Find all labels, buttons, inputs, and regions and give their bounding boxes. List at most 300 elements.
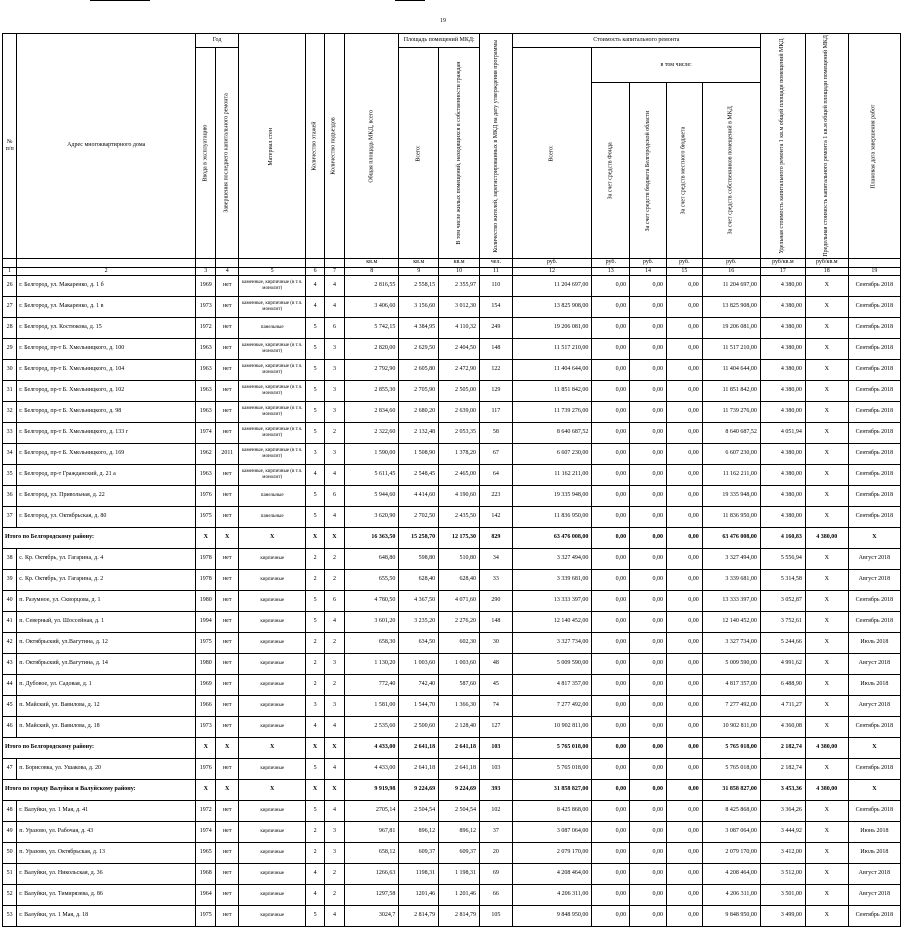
subtotal-cell: 0,00 <box>592 779 630 800</box>
table-cell: 3 752,61 <box>760 611 805 632</box>
table-cell: 3 499,00 <box>760 905 805 926</box>
table-row <box>3 716 901 737</box>
table-cell: 5 <box>306 590 324 611</box>
table-cell: 0,00 <box>592 338 630 359</box>
table-cell: 0,00 <box>666 548 702 569</box>
subtotal-row <box>3 737 901 758</box>
table-cell: нет <box>216 653 238 674</box>
address-cell: п. Северный, ул. Шоссейная, д. 1 <box>17 611 196 632</box>
table-cell: Сентябрь 2018 <box>848 275 900 296</box>
table-cell: 0,00 <box>666 380 702 401</box>
table-cell: X <box>805 548 848 569</box>
table-cell: 2 128,40 <box>439 716 480 737</box>
subtotal-cell: X <box>848 737 900 758</box>
table-row <box>3 296 901 317</box>
subtotal-cell: 0,00 <box>630 779 667 800</box>
table-cell: 1966 <box>196 695 216 716</box>
table-cell: 5 <box>306 359 324 380</box>
column-number: 2 <box>17 267 196 275</box>
table-cell: 896,12 <box>399 821 439 842</box>
row-number: 39 <box>3 569 17 590</box>
table-cell: 0,00 <box>666 674 702 695</box>
table-cell: 1 003,60 <box>439 653 480 674</box>
row-number: 37 <box>3 506 17 527</box>
table-cell: панельные <box>238 506 305 527</box>
table-row <box>3 800 901 821</box>
table-cell: 0,00 <box>666 611 702 632</box>
row-number: 36 <box>3 485 17 506</box>
subtotal-cell: 4 160,83 <box>760 527 805 548</box>
table-cell: 0,00 <box>592 317 630 338</box>
table-cell: каменные, кирпичные (в т.ч. монолит) <box>238 338 305 359</box>
table-cell: 4 711,27 <box>760 695 805 716</box>
table-cell: 2 814,79 <box>399 905 439 926</box>
table-cell: 0,00 <box>592 464 630 485</box>
table-cell: кирпичные <box>238 590 305 611</box>
table-cell: 3 <box>324 443 344 464</box>
table-cell: 6 <box>324 485 344 506</box>
table-cell: 4 <box>306 863 324 884</box>
table-cell: 1 003,60 <box>399 653 439 674</box>
column-number: 11 <box>480 267 513 275</box>
table-cell: X <box>805 380 848 401</box>
table-cell: 3 <box>324 359 344 380</box>
table-cell: 2 548,45 <box>399 464 439 485</box>
header-cost-total: Всего: <box>512 48 592 259</box>
table-cell: кирпичные <box>238 821 305 842</box>
table-cell: X <box>805 611 848 632</box>
table-row <box>3 422 901 443</box>
table-cell: 3 327 734,00 <box>702 632 760 653</box>
row-number: 49 <box>3 821 17 842</box>
table-cell: 4 380,00 <box>760 443 805 464</box>
table-cell: 66 <box>480 884 513 905</box>
table-cell: 129 <box>480 380 513 401</box>
table-cell: 0,00 <box>666 758 702 779</box>
table-cell: X <box>805 464 848 485</box>
table-cell: 0,00 <box>592 674 630 695</box>
header-residents: Количество жителей, зарегистрированных в МКД на дату утверждения программы <box>480 34 513 259</box>
table-cell: 0,00 <box>666 464 702 485</box>
table-cell: 11 851 842,00 <box>702 380 760 401</box>
table-cell: 0,00 <box>630 275 667 296</box>
table-cell: 5 <box>306 380 324 401</box>
header-unit-cost: Удельная стоимость капитального ремонта 1 кв.м общей площади помещений МКД <box>760 34 805 259</box>
table-cell: 3 <box>324 653 344 674</box>
table-cell: нет <box>216 905 238 926</box>
table-cell: 103 <box>480 758 513 779</box>
table-cell: 0,00 <box>592 548 630 569</box>
table-cell: X <box>805 821 848 842</box>
table-cell: 0,00 <box>630 317 667 338</box>
address-cell: г. Белгород, пр-т Б. Хмельницкого, д. 102 <box>17 380 196 401</box>
subtotal-cell: X <box>238 779 305 800</box>
table-cell: Сентябрь 2018 <box>848 422 900 443</box>
table-cell: X <box>805 359 848 380</box>
table-cell: 3 <box>324 842 344 863</box>
subtotal-cell: 393 <box>480 779 513 800</box>
table-cell: каменные, кирпичные (в т.ч. монолит) <box>238 296 305 317</box>
subtotal-cell: 829 <box>480 527 513 548</box>
table-cell: 1976 <box>196 485 216 506</box>
table-cell: нет <box>216 863 238 884</box>
address-cell: п. Уразово, ул. Рабочая, д. 43 <box>17 821 196 842</box>
table-cell: 290 <box>480 590 513 611</box>
table-cell: 0,00 <box>630 632 667 653</box>
table-cell: 11 404 644,00 <box>702 359 760 380</box>
table-row <box>3 842 901 863</box>
table-cell: 1978 <box>196 548 216 569</box>
table-cell: 1994 <box>196 611 216 632</box>
table-cell: 3 406,60 <box>345 296 399 317</box>
table-cell: 742,40 <box>399 674 439 695</box>
table-cell: 2 558,15 <box>399 275 439 296</box>
table-row <box>3 464 901 485</box>
table-cell: 5 <box>306 422 324 443</box>
table-cell: 4 <box>306 275 324 296</box>
table-cell: 5 765 018,00 <box>512 758 592 779</box>
table-cell: Август 2018 <box>848 653 900 674</box>
table-cell: 1198,31 <box>399 863 439 884</box>
subtotal-cell: 2 641,18 <box>439 737 480 758</box>
subtotal-cell: 103 <box>480 737 513 758</box>
table-cell: 2 <box>306 674 324 695</box>
table-cell: 0,00 <box>592 485 630 506</box>
table-cell: 0,00 <box>630 422 667 443</box>
table-cell: 655,50 <box>345 569 399 590</box>
table-cell: Август 2018 <box>848 569 900 590</box>
table-cell: X <box>805 653 848 674</box>
table-cell: 0,00 <box>666 401 702 422</box>
table-cell: 4 384,95 <box>399 317 439 338</box>
table-cell: 0,00 <box>592 506 630 527</box>
table-cell: 4 780,50 <box>345 590 399 611</box>
column-number: 16 <box>702 267 760 275</box>
address-cell: г. Белгород, ул. Макаренко, д. 1 б <box>17 275 196 296</box>
table-cell: X <box>805 800 848 821</box>
table-cell: 0,00 <box>666 590 702 611</box>
table-cell: 105 <box>480 905 513 926</box>
table-cell: 1980 <box>196 590 216 611</box>
table-cell: 3 620,90 <box>345 506 399 527</box>
table-cell: 4 380,00 <box>760 359 805 380</box>
table-cell: 5 244,66 <box>760 632 805 653</box>
table-cell: X <box>805 674 848 695</box>
table-cell: 13 825 908,00 <box>512 296 592 317</box>
unit-cell: кв.м <box>399 258 439 267</box>
table-cell: 1266,63 <box>345 863 399 884</box>
table-cell: 58 <box>480 422 513 443</box>
table-row <box>3 380 901 401</box>
table-cell: 2705,14 <box>345 800 399 821</box>
table-cell: Сентябрь 2018 <box>848 443 900 464</box>
row-number: 51 <box>3 863 17 884</box>
table-cell: 33 <box>480 569 513 590</box>
table-cell: 1975 <box>196 632 216 653</box>
table-cell: кирпичные <box>238 695 305 716</box>
table-cell: 4 <box>324 464 344 485</box>
table-cell: нет <box>216 569 238 590</box>
table-cell: 2 <box>306 821 324 842</box>
header-local: За счет средств местного бюджета <box>666 83 702 258</box>
table-cell: 4 <box>306 716 324 737</box>
unit-cell: руб. <box>702 258 760 267</box>
table-cell: Сентябрь 2018 <box>848 464 900 485</box>
subtotal-label: Итого по Белгородскому району: <box>3 737 196 758</box>
table-row <box>3 359 901 380</box>
table-cell: X <box>805 590 848 611</box>
address-cell: г. Валуйки, ул. Никольская, д. 36 <box>17 863 196 884</box>
table-row <box>3 758 901 779</box>
table-cell: нет <box>216 464 238 485</box>
subtotal-cell: X <box>216 737 238 758</box>
table-cell: 0,00 <box>592 758 630 779</box>
table-cell: нет <box>216 758 238 779</box>
table-cell: 2 605,80 <box>399 359 439 380</box>
table-row <box>3 674 901 695</box>
table-cell: 1962 <box>196 443 216 464</box>
table-cell: кирпичные <box>238 674 305 695</box>
table-cell: 1978 <box>196 569 216 590</box>
table-cell: 2 472,90 <box>439 359 480 380</box>
subtotal-cell: 0,00 <box>666 779 702 800</box>
table-cell: 10 902 811,00 <box>702 716 760 737</box>
header-year-group: Год <box>196 34 239 48</box>
table-cell: 2 465,00 <box>439 464 480 485</box>
header-planned-date: Плановая дата завершения работ <box>848 34 900 259</box>
table-cell: 2 505,00 <box>439 380 480 401</box>
row-number: 53 <box>3 905 17 926</box>
table-cell: 0,00 <box>592 905 630 926</box>
table-cell: 0,00 <box>630 443 667 464</box>
address-cell: г. Белгород, пр-т Б. Хмельницкого, д. 169 <box>17 443 196 464</box>
table-cell: 8 425 868,00 <box>512 800 592 821</box>
table-cell: нет <box>216 338 238 359</box>
table-cell: 634,50 <box>399 632 439 653</box>
unit-cell: кв.м <box>345 258 399 267</box>
table-cell: 11 204 697,00 <box>702 275 760 296</box>
table-cell: 2 132,48 <box>399 422 439 443</box>
column-number: 10 <box>439 267 480 275</box>
table-cell: 0,00 <box>592 611 630 632</box>
table-cell: нет <box>216 821 238 842</box>
table-cell: 3 012,30 <box>439 296 480 317</box>
table-cell: 587,60 <box>439 674 480 695</box>
table-cell: 2 504,54 <box>399 800 439 821</box>
row-number: 38 <box>3 548 17 569</box>
header-year-built: Ввода в эксплуатацию <box>196 48 216 259</box>
table-cell: кирпичные <box>238 863 305 884</box>
table-cell: 12 140 452,00 <box>702 611 760 632</box>
address-cell: г. Белгород, ул. Костюкова, д. 15 <box>17 317 196 338</box>
table-cell: 5 <box>306 317 324 338</box>
table-cell: 0,00 <box>630 821 667 842</box>
table-cell: 11 739 276,00 <box>702 401 760 422</box>
subtotal-cell: X <box>196 527 216 548</box>
table-cell: 0,00 <box>666 842 702 863</box>
subtotal-cell: X <box>324 779 344 800</box>
top-rule-left <box>90 0 150 1</box>
table-cell: 1963 <box>196 380 216 401</box>
table-cell: 2 <box>324 674 344 695</box>
table-cell: 0,00 <box>630 842 667 863</box>
table-cell: 2 639,00 <box>439 401 480 422</box>
table-cell: 1969 <box>196 275 216 296</box>
header-fund: За счет средств Фонда <box>592 83 630 258</box>
table-cell: 0,00 <box>630 590 667 611</box>
table-cell: 5 <box>306 485 324 506</box>
table-cell: 0,00 <box>666 275 702 296</box>
table-cell: 2 855,30 <box>345 380 399 401</box>
table-row <box>3 821 901 842</box>
column-number: 15 <box>666 267 702 275</box>
column-number: 8 <box>345 267 399 275</box>
table-cell: 0,00 <box>630 884 667 905</box>
table-cell: 127 <box>480 716 513 737</box>
table-cell: 1974 <box>196 821 216 842</box>
table-cell: Сентябрь 2018 <box>848 380 900 401</box>
page-number: 19 <box>440 18 446 24</box>
column-number: 9 <box>399 267 439 275</box>
table-cell: 609,37 <box>439 842 480 863</box>
header-year-repair: Завершения последнего капитального ремонта <box>216 48 238 259</box>
address-cell: с. Кр. Октябрь, ул. Гагарина, д. 4 <box>17 548 196 569</box>
subtotal-cell: X <box>238 737 305 758</box>
row-number: 26 <box>3 275 17 296</box>
subtotal-cell: X <box>306 737 324 758</box>
table-cell: 4 380,00 <box>760 275 805 296</box>
table-cell: 3 339 681,00 <box>702 569 760 590</box>
table-cell: 772,40 <box>345 674 399 695</box>
table-cell: X <box>805 401 848 422</box>
table-cell: 1974 <box>196 422 216 443</box>
table-cell: 0,00 <box>630 674 667 695</box>
row-number: 28 <box>3 317 17 338</box>
table-cell: 3 <box>324 338 344 359</box>
address-cell: г. Белгород, пр-т Б. Хмельницкого, д. 104 <box>17 359 196 380</box>
subtotal-cell: X <box>324 527 344 548</box>
table-cell: 4 110,32 <box>439 317 480 338</box>
table-cell: 142 <box>480 506 513 527</box>
table-cell: X <box>805 506 848 527</box>
table-cell: 11 404 644,00 <box>512 359 592 380</box>
row-number: 41 <box>3 611 17 632</box>
table-cell: 249 <box>480 317 513 338</box>
subtotal-row <box>3 527 901 548</box>
table-row <box>3 863 901 884</box>
table-cell: 1 581,00 <box>345 695 399 716</box>
table-cell: 0,00 <box>630 338 667 359</box>
table-cell: X <box>805 296 848 317</box>
column-number-row <box>3 267 901 275</box>
table-cell: Август 2018 <box>848 695 900 716</box>
table-cell: 0,00 <box>592 380 630 401</box>
table-cell: каменные, кирпичные (в т.ч. монолит) <box>238 464 305 485</box>
subtotal-cell: 9 224,69 <box>399 779 439 800</box>
row-number: 27 <box>3 296 17 317</box>
table-cell: нет <box>216 611 238 632</box>
table-cell: 0,00 <box>630 695 667 716</box>
row-number: 50 <box>3 842 17 863</box>
table-cell: Сентябрь 2018 <box>848 401 900 422</box>
table-cell: 4 414,60 <box>399 485 439 506</box>
column-number: 6 <box>306 267 324 275</box>
table-cell: 609,37 <box>399 842 439 863</box>
subtotal-cell: X <box>306 779 324 800</box>
table-cell: 1975 <box>196 905 216 926</box>
address-cell: п. Майский, ул. Вавилова, д. 18 <box>17 716 196 737</box>
column-number: 1 <box>3 267 17 275</box>
subtotal-cell: 15 258,70 <box>399 527 439 548</box>
table-cell: 2 792,90 <box>345 359 399 380</box>
subtotal-cell: 4 433,00 <box>345 737 399 758</box>
table-cell: 3 052,87 <box>760 590 805 611</box>
table-cell: 122 <box>480 359 513 380</box>
table-cell: 0,00 <box>630 401 667 422</box>
unit-cell: руб. <box>666 258 702 267</box>
table-cell: 0,00 <box>666 485 702 506</box>
table-cell: 2 500,60 <box>399 716 439 737</box>
table-cell: 0,00 <box>630 380 667 401</box>
table-cell: 967,81 <box>345 821 399 842</box>
subtotal-cell: 63 476 008,00 <box>702 527 760 548</box>
table-cell: 2 <box>324 548 344 569</box>
table-cell: каменные, кирпичные (в т.ч. монолит) <box>238 359 305 380</box>
table-cell: 3 327 734,00 <box>512 632 592 653</box>
unit-cell: руб/кв.м <box>760 258 805 267</box>
table-cell: 19 206 081,00 <box>702 317 760 338</box>
table-cell: 0,00 <box>666 359 702 380</box>
address-cell: п. Разумное, ул. Скворцова, д. 1 <box>17 590 196 611</box>
table-cell: Сентябрь 2018 <box>848 905 900 926</box>
address-cell: п. Уразово, ул. Октябрьская, д. 13 <box>17 842 196 863</box>
table-cell: 5 <box>306 338 324 359</box>
table-cell: X <box>805 485 848 506</box>
table-cell: 4 <box>324 275 344 296</box>
row-number: 29 <box>3 338 17 359</box>
table-cell: 4 817 357,00 <box>702 674 760 695</box>
subtotal-cell: X <box>196 737 216 758</box>
table-cell: 3 501,00 <box>760 884 805 905</box>
table-cell: 3 339 681,00 <box>512 569 592 590</box>
unit-cell <box>3 258 17 267</box>
table-cell: Сентябрь 2018 <box>848 485 900 506</box>
subtotal-cell: X <box>196 779 216 800</box>
subtotal-cell: X <box>216 779 238 800</box>
table-cell: нет <box>216 548 238 569</box>
table-cell: 4 208 464,00 <box>512 863 592 884</box>
table-cell: 6 607 230,00 <box>512 443 592 464</box>
row-number: 48 <box>3 800 17 821</box>
column-number: 4 <box>216 267 238 275</box>
table-cell: 0,00 <box>592 821 630 842</box>
table-cell: X <box>805 884 848 905</box>
column-number: 12 <box>512 267 592 275</box>
table-row <box>3 590 901 611</box>
table-cell: кирпичные <box>238 800 305 821</box>
table-cell: 5 944,60 <box>345 485 399 506</box>
table-cell: 0,00 <box>630 905 667 926</box>
subtotal-cell: X <box>848 779 900 800</box>
unit-cell <box>216 258 238 267</box>
table-cell: X <box>805 422 848 443</box>
table-row <box>3 548 901 569</box>
table-cell: Сентябрь 2018 <box>848 359 900 380</box>
table-cell: кирпичные <box>238 884 305 905</box>
table-row <box>3 653 901 674</box>
table-cell: нет <box>216 590 238 611</box>
table-cell: 2 355,97 <box>439 275 480 296</box>
